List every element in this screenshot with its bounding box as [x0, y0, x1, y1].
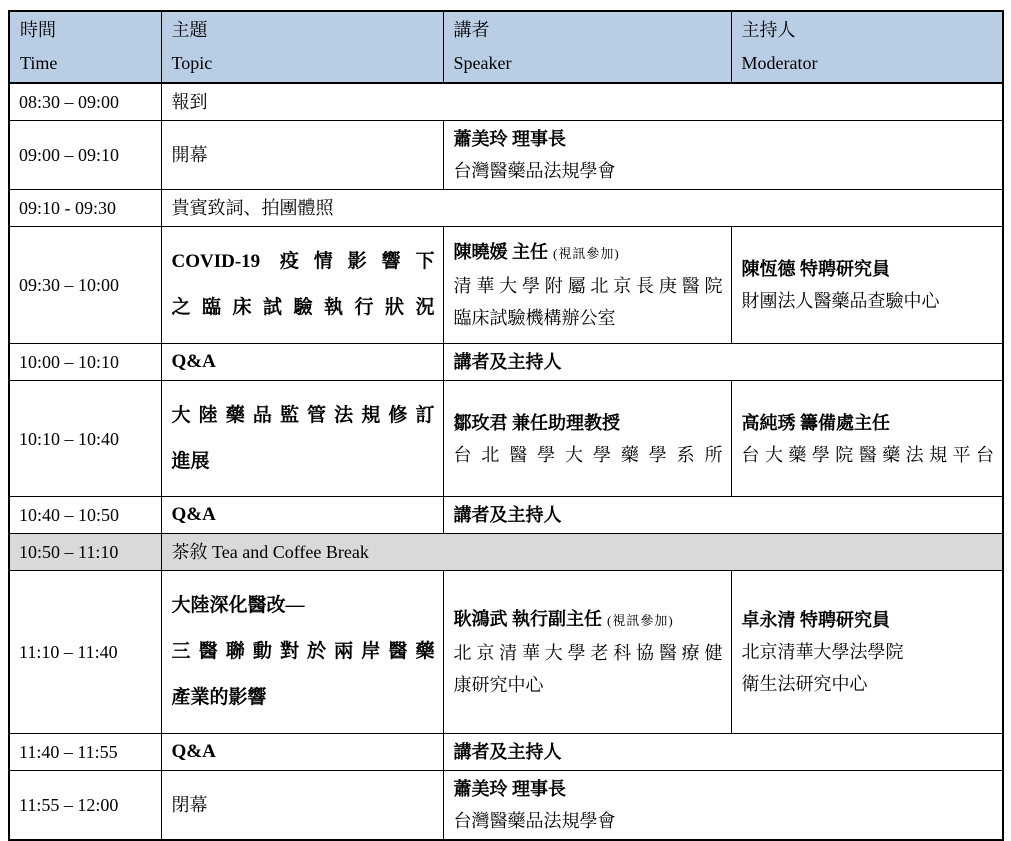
- text-line: 10:00 – 10:10: [19, 352, 120, 372]
- topic-cell: [161, 771, 443, 841]
- text-line: 閉幕: [171, 795, 208, 815]
- text-line: 蕭美玲 理事長: [453, 129, 566, 149]
- text-line: 貴賓致詞、拍團體照: [171, 198, 334, 218]
- topic-cell: [161, 83, 1003, 121]
- header-cell-moderator: [731, 11, 1003, 83]
- time-cell: [9, 227, 161, 344]
- text-line: 財團法人醫藥品查驗中心: [741, 291, 940, 311]
- text-line: 卓永清 特聘研究員: [741, 610, 890, 630]
- text-line: 11:10 – 11:40: [19, 642, 118, 662]
- moderator-cell: [731, 227, 1003, 344]
- topic-cell: [161, 534, 1003, 571]
- topic-cell: [161, 227, 443, 344]
- text-line: 台北醫學大學藥學系所: [453, 444, 723, 465]
- header-topic-zh: 主題: [171, 20, 208, 40]
- text-line: COVID-19 疫情影響下: [171, 251, 435, 272]
- time-cell: [9, 534, 161, 571]
- text-line: 講者及主持人: [453, 505, 562, 525]
- text-line: 11:40 – 11:55: [19, 742, 118, 762]
- text-line: 蕭美玲 理事長: [453, 779, 566, 799]
- agenda-row: [9, 381, 1003, 497]
- time-cell: [9, 190, 161, 227]
- topic-cell: [161, 190, 1003, 227]
- header-cell-time: [9, 11, 161, 83]
- text-line: Q&A: [171, 741, 216, 762]
- moderator-cell: [731, 571, 1003, 734]
- text-line: 09:00 – 09:10: [19, 145, 120, 165]
- text-line: 北京清華大學老科協醫療健: [453, 643, 723, 663]
- speaker-cell: [443, 121, 1003, 190]
- speaker-cell: [443, 571, 731, 734]
- time-cell: [9, 344, 161, 381]
- text-line: 09:30 – 10:00: [19, 275, 120, 295]
- text-line: 講者及主持人: [453, 352, 562, 372]
- agenda-rows: [9, 83, 1003, 840]
- text-line: 鄒玫君 兼任助理教授: [453, 412, 620, 433]
- speaker-cell: [443, 344, 1003, 381]
- agenda-row: [9, 771, 1003, 841]
- header-speaker-en: Speaker: [453, 53, 512, 73]
- text-line: 之臨床試驗執行狀況: [171, 297, 435, 318]
- text-line: Q&A: [171, 504, 216, 525]
- text-line: 台灣醫藥品法規學會: [453, 161, 616, 181]
- agenda-row: [9, 121, 1003, 190]
- agenda-table: [8, 10, 1004, 841]
- time-cell: [9, 771, 161, 841]
- header-moderator-zh: 主持人: [741, 20, 796, 40]
- topic-cell: [161, 497, 443, 534]
- text-line: 開幕: [171, 145, 208, 165]
- time-cell: [9, 571, 161, 734]
- time-cell: [9, 83, 161, 121]
- topic-cell: [161, 121, 443, 190]
- header-moderator-en: Moderator: [741, 53, 818, 73]
- agenda-row: [9, 344, 1003, 381]
- text-line: Q&A: [171, 351, 216, 372]
- time-cell: [9, 734, 161, 771]
- topic-cell: [161, 381, 443, 497]
- text-line: 三醫聯動對於兩岸醫藥: [171, 641, 435, 662]
- text-line: 大陸深化醫改—: [171, 595, 305, 616]
- text-line: 高純琇 籌備處主任: [741, 412, 890, 433]
- speaker-cell: [443, 381, 731, 497]
- remote-participation-note: (視訊參加): [607, 613, 674, 628]
- text-line: 台灣醫藥品法規學會: [453, 811, 616, 831]
- agenda-row: [9, 571, 1003, 734]
- header-row: [9, 11, 1003, 83]
- text-line: 進展: [171, 450, 210, 472]
- topic-cell: [161, 344, 443, 381]
- topic-cell: [161, 734, 443, 771]
- speaker-cell: [443, 734, 1003, 771]
- header-topic-en: Topic: [171, 53, 213, 73]
- text-line: 大陸藥品監管法規修訂: [171, 404, 435, 426]
- header-speaker-zh: 講者: [453, 20, 490, 40]
- topic-cell: [161, 571, 443, 734]
- agenda-row: [9, 734, 1003, 771]
- header-cell-topic: [161, 11, 443, 83]
- text-line: 09:10 - 09:30: [19, 198, 116, 218]
- text-line: 08:30 – 09:00: [19, 92, 120, 112]
- text-line: 清華大學附屬北京長庚醫院: [453, 276, 723, 296]
- time-cell: [9, 381, 161, 497]
- text-line: 臨床試驗機構辦公室: [453, 308, 616, 328]
- moderator-cell: [731, 381, 1003, 497]
- header-cell-speaker: [443, 11, 731, 83]
- time-cell: [9, 497, 161, 534]
- text-line: 耿鴻武 執行副主任 (視訊參加): [453, 609, 674, 629]
- speaker-cell: [443, 497, 1003, 534]
- remote-participation-note: (視訊參加): [553, 246, 620, 261]
- text-line: 11:55 – 12:00: [19, 795, 119, 815]
- text-line: 10:50 – 11:10: [19, 542, 119, 562]
- text-line: 北京清華大學法學院: [741, 642, 904, 662]
- text-line: 衛生法研究中心: [741, 674, 868, 694]
- text-line: 產業的影響: [171, 687, 267, 708]
- text-line: 講者及主持人: [453, 742, 562, 762]
- agenda-header: [9, 11, 1003, 83]
- agenda-row: [9, 190, 1003, 227]
- text-line: 報到: [171, 92, 208, 112]
- agenda-row: [9, 227, 1003, 344]
- text-line: 康研究中心: [453, 675, 544, 695]
- text-line: 陳曉媛 主任 (視訊參加): [453, 242, 620, 262]
- text-line: 10:40 – 10:50: [19, 505, 120, 525]
- text-line: 茶敘 Tea and Coffee Break: [171, 542, 369, 562]
- header-time-en: Time: [20, 53, 58, 73]
- text-line: 台大藥學院醫藥法規平台: [741, 444, 994, 465]
- agenda-row: [9, 534, 1003, 571]
- text-line: 陳恆德 特聘研究員: [741, 259, 890, 279]
- agenda-row: [9, 497, 1003, 534]
- time-cell: [9, 121, 161, 190]
- speaker-cell: [443, 227, 731, 344]
- text-line: 10:10 – 10:40: [19, 428, 120, 449]
- speaker-cell: [443, 771, 1003, 841]
- agenda-row: [9, 83, 1003, 121]
- header-time-zh: 時間: [20, 20, 56, 40]
